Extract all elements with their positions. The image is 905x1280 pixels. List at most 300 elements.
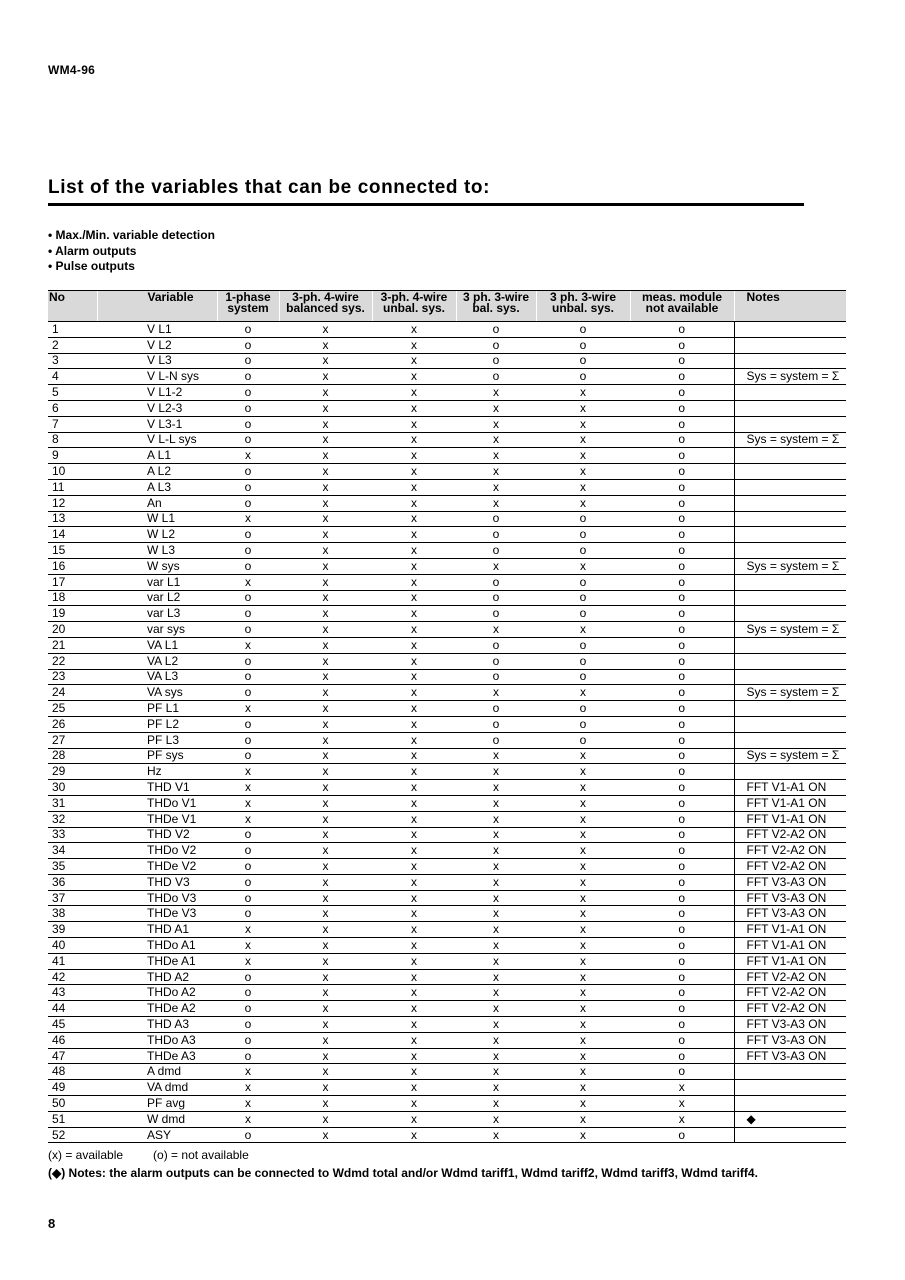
cell-notes bbox=[734, 337, 846, 353]
cell-notes bbox=[734, 1096, 846, 1112]
cell-3ph-3w-bal: x bbox=[456, 685, 536, 701]
cell-1-phase: x bbox=[217, 448, 279, 464]
cell-3ph-4w-bal: x bbox=[279, 1032, 372, 1048]
cell-no: 35 bbox=[48, 859, 97, 875]
cell-notes bbox=[734, 479, 846, 495]
cell-1-phase: o bbox=[217, 322, 279, 338]
cell-notes: FFT V1-A1 ON bbox=[734, 922, 846, 938]
cell-3ph-3w-unbal: x bbox=[536, 938, 630, 954]
cell-1-phase: o bbox=[217, 748, 279, 764]
cell-1-phase: o bbox=[217, 716, 279, 732]
cell-3ph-4w-bal: x bbox=[279, 653, 372, 669]
cell-3ph-3w-unbal: x bbox=[536, 890, 630, 906]
cell-1-phase: x bbox=[217, 764, 279, 780]
cell-3ph-3w-bal: o bbox=[456, 590, 536, 606]
cell-meas-module: o bbox=[630, 495, 734, 511]
cell-1-phase: o bbox=[217, 653, 279, 669]
table-row bbox=[48, 685, 846, 701]
cell-3ph-4w-unbal: x bbox=[372, 1111, 456, 1127]
cell-3ph-3w-unbal: x bbox=[536, 1001, 630, 1017]
cell-meas-module: o bbox=[630, 353, 734, 369]
cell-3ph-4w-unbal: x bbox=[372, 811, 456, 827]
cell-3ph-4w-unbal: x bbox=[372, 322, 456, 338]
cell-notes: FFT V1-A1 ON bbox=[734, 811, 846, 827]
cell-3ph-4w-unbal: x bbox=[372, 1048, 456, 1064]
cell-notes bbox=[734, 653, 846, 669]
cell-1-phase: o bbox=[217, 1048, 279, 1064]
cell-notes: FFT V2-A2 ON bbox=[734, 859, 846, 875]
table-row bbox=[48, 416, 846, 432]
cell-3ph-3w-unbal: x bbox=[536, 748, 630, 764]
cell-no: 4 bbox=[48, 369, 97, 385]
cell-meas-module: o bbox=[630, 716, 734, 732]
cell-variable: var sys bbox=[97, 622, 217, 638]
cell-variable: PF L1 bbox=[97, 701, 217, 717]
cell-1-phase: x bbox=[217, 922, 279, 938]
cell-1-phase: x bbox=[217, 795, 279, 811]
cell-3ph-4w-unbal: x bbox=[372, 890, 456, 906]
table-row bbox=[48, 432, 846, 448]
cell-3ph-3w-bal: x bbox=[456, 859, 536, 875]
cell-no: 16 bbox=[48, 558, 97, 574]
cell-1-phase: o bbox=[217, 1032, 279, 1048]
cell-3ph-4w-unbal: x bbox=[372, 859, 456, 875]
cell-meas-module: o bbox=[630, 748, 734, 764]
footnote: (◆) Notes: the alarm outputs can be connected to Wdmd total and/or Wdmd tariff1, Wdmd tariff2, Wdmd tariff3, Wdmd tariff4. bbox=[48, 1166, 758, 1180]
cell-notes bbox=[734, 669, 846, 685]
table-row bbox=[48, 464, 846, 480]
cell-no: 29 bbox=[48, 764, 97, 780]
cell-3ph-3w-unbal: x bbox=[536, 1096, 630, 1112]
column-header-3ph-4w-bal: 3-ph. 4-wire balanced sys. bbox=[279, 291, 372, 322]
cell-3ph-4w-unbal: x bbox=[372, 590, 456, 606]
cell-3ph-3w-bal: x bbox=[456, 432, 536, 448]
table-row bbox=[48, 1032, 846, 1048]
cell-no: 43 bbox=[48, 985, 97, 1001]
legend-not-available: (o) = not available bbox=[153, 1148, 249, 1162]
cell-variable: V L1 bbox=[97, 322, 217, 338]
cell-1-phase: o bbox=[217, 906, 279, 922]
cell-no: 40 bbox=[48, 938, 97, 954]
cell-notes bbox=[734, 716, 846, 732]
table-row bbox=[48, 843, 846, 859]
cell-3ph-3w-bal: o bbox=[456, 543, 536, 559]
cell-1-phase: o bbox=[217, 558, 279, 574]
cell-3ph-3w-unbal: x bbox=[536, 795, 630, 811]
cell-3ph-4w-bal: x bbox=[279, 890, 372, 906]
cell-3ph-3w-unbal: x bbox=[536, 432, 630, 448]
cell-3ph-4w-bal: x bbox=[279, 464, 372, 480]
document-header: WM4-96 bbox=[48, 63, 96, 77]
cell-3ph-3w-bal: x bbox=[456, 890, 536, 906]
cell-variable: PF sys bbox=[97, 748, 217, 764]
cell-notes bbox=[734, 511, 846, 527]
cell-3ph-3w-bal: x bbox=[456, 448, 536, 464]
cell-no: 51 bbox=[48, 1111, 97, 1127]
cell-meas-module: o bbox=[630, 732, 734, 748]
cell-no: 48 bbox=[48, 1064, 97, 1080]
cell-3ph-4w-bal: x bbox=[279, 1127, 372, 1143]
cell-3ph-4w-bal: x bbox=[279, 969, 372, 985]
cell-3ph-4w-bal: x bbox=[279, 448, 372, 464]
cell-notes: Sys = system = Σ bbox=[734, 685, 846, 701]
cell-3ph-3w-bal: o bbox=[456, 369, 536, 385]
cell-no: 45 bbox=[48, 1017, 97, 1033]
cell-variable: W L2 bbox=[97, 527, 217, 543]
table-row bbox=[48, 448, 846, 464]
cell-3ph-4w-bal: x bbox=[279, 1048, 372, 1064]
cell-variable: ASY bbox=[97, 1127, 217, 1143]
cell-variable: THD V1 bbox=[97, 780, 217, 796]
cell-3ph-3w-bal: x bbox=[456, 495, 536, 511]
cell-1-phase: o bbox=[217, 874, 279, 890]
cell-no: 47 bbox=[48, 1048, 97, 1064]
cell-3ph-3w-unbal: x bbox=[536, 448, 630, 464]
cell-notes: FFT V3-A3 ON bbox=[734, 874, 846, 890]
cell-3ph-3w-bal: x bbox=[456, 953, 536, 969]
cell-1-phase: x bbox=[217, 1080, 279, 1096]
cell-3ph-3w-bal: o bbox=[456, 637, 536, 653]
table-row bbox=[48, 811, 846, 827]
cell-meas-module: o bbox=[630, 1048, 734, 1064]
cell-meas-module: o bbox=[630, 859, 734, 875]
cell-no: 14 bbox=[48, 527, 97, 543]
cell-meas-module: o bbox=[630, 985, 734, 1001]
cell-3ph-4w-unbal: x bbox=[372, 780, 456, 796]
table-header-row bbox=[48, 291, 846, 322]
cell-variable: THD V2 bbox=[97, 827, 217, 843]
table-row bbox=[48, 985, 846, 1001]
cell-3ph-4w-unbal: x bbox=[372, 1001, 456, 1017]
table-row bbox=[48, 479, 846, 495]
cell-meas-module: o bbox=[630, 1017, 734, 1033]
cell-3ph-4w-bal: x bbox=[279, 1001, 372, 1017]
cell-no: 44 bbox=[48, 1001, 97, 1017]
cell-no: 13 bbox=[48, 511, 97, 527]
cell-1-phase: o bbox=[217, 1017, 279, 1033]
cell-notes bbox=[734, 764, 846, 780]
table-row bbox=[48, 527, 846, 543]
table-row bbox=[48, 1111, 846, 1127]
cell-variable: V L1-2 bbox=[97, 385, 217, 401]
cell-notes: FFT V2-A2 ON bbox=[734, 843, 846, 859]
table-row bbox=[48, 653, 846, 669]
table-row bbox=[48, 701, 846, 717]
cell-notes: Sys = system = Σ bbox=[734, 558, 846, 574]
cell-3ph-4w-unbal: x bbox=[372, 843, 456, 859]
cell-no: 10 bbox=[48, 464, 97, 480]
cell-meas-module: o bbox=[630, 938, 734, 954]
cell-notes bbox=[734, 416, 846, 432]
cell-3ph-4w-unbal: x bbox=[372, 495, 456, 511]
cell-variable: THDe V3 bbox=[97, 906, 217, 922]
cell-variable: THDo A1 bbox=[97, 938, 217, 954]
cell-meas-module: o bbox=[630, 780, 734, 796]
cell-3ph-4w-bal: x bbox=[279, 637, 372, 653]
cell-3ph-3w-unbal: o bbox=[536, 353, 630, 369]
cell-meas-module: o bbox=[630, 369, 734, 385]
cell-3ph-3w-unbal: x bbox=[536, 495, 630, 511]
cell-no: 27 bbox=[48, 732, 97, 748]
cell-notes: FFT V1-A1 ON bbox=[734, 780, 846, 796]
cell-notes bbox=[734, 527, 846, 543]
cell-meas-module: x bbox=[630, 1096, 734, 1112]
cell-3ph-3w-unbal: x bbox=[536, 953, 630, 969]
cell-no: 30 bbox=[48, 780, 97, 796]
cell-no: 8 bbox=[48, 432, 97, 448]
cell-meas-module: o bbox=[630, 1127, 734, 1143]
cell-variable: THDe V1 bbox=[97, 811, 217, 827]
table-row bbox=[48, 732, 846, 748]
cell-3ph-4w-bal: x bbox=[279, 369, 372, 385]
cell-3ph-4w-unbal: x bbox=[372, 400, 456, 416]
cell-3ph-3w-unbal: x bbox=[536, 622, 630, 638]
cell-notes bbox=[734, 637, 846, 653]
cell-3ph-3w-bal: x bbox=[456, 1001, 536, 1017]
cell-no: 32 bbox=[48, 811, 97, 827]
column-header-meas-module: meas. module not available bbox=[630, 291, 734, 322]
cell-variable: V L3-1 bbox=[97, 416, 217, 432]
cell-3ph-3w-unbal: o bbox=[536, 701, 630, 717]
cell-1-phase: x bbox=[217, 811, 279, 827]
table-row bbox=[48, 874, 846, 890]
cell-variable: THDo A2 bbox=[97, 985, 217, 1001]
cell-no: 33 bbox=[48, 827, 97, 843]
cell-variable: PF avg bbox=[97, 1096, 217, 1112]
cell-no: 6 bbox=[48, 400, 97, 416]
page-number: 8 bbox=[48, 1216, 56, 1231]
cell-notes bbox=[734, 574, 846, 590]
cell-1-phase: x bbox=[217, 1096, 279, 1112]
cell-meas-module: o bbox=[630, 890, 734, 906]
cell-3ph-4w-bal: x bbox=[279, 322, 372, 338]
cell-3ph-3w-bal: o bbox=[456, 653, 536, 669]
cell-3ph-3w-unbal: o bbox=[536, 669, 630, 685]
cell-3ph-4w-bal: x bbox=[279, 400, 372, 416]
cell-meas-module: o bbox=[630, 558, 734, 574]
cell-meas-module: o bbox=[630, 764, 734, 780]
cell-3ph-3w-bal: o bbox=[456, 527, 536, 543]
cell-meas-module: o bbox=[630, 574, 734, 590]
cell-3ph-4w-bal: x bbox=[279, 938, 372, 954]
cell-variable: PF L2 bbox=[97, 716, 217, 732]
cell-no: 52 bbox=[48, 1127, 97, 1143]
cell-3ph-4w-unbal: x bbox=[372, 764, 456, 780]
cell-3ph-4w-bal: x bbox=[279, 558, 372, 574]
cell-1-phase: x bbox=[217, 1111, 279, 1127]
cell-3ph-4w-unbal: x bbox=[372, 795, 456, 811]
cell-3ph-3w-unbal: x bbox=[536, 985, 630, 1001]
cell-3ph-3w-unbal: x bbox=[536, 1032, 630, 1048]
cell-1-phase: o bbox=[217, 432, 279, 448]
bullet-item: • Pulse outputs bbox=[48, 259, 215, 275]
cell-3ph-4w-unbal: x bbox=[372, 558, 456, 574]
cell-1-phase: o bbox=[217, 685, 279, 701]
cell-1-phase: o bbox=[217, 527, 279, 543]
table-row bbox=[48, 606, 846, 622]
cell-3ph-3w-unbal: x bbox=[536, 906, 630, 922]
cell-1-phase: o bbox=[217, 464, 279, 480]
cell-variable: VA L2 bbox=[97, 653, 217, 669]
cell-1-phase: o bbox=[217, 369, 279, 385]
cell-3ph-4w-bal: x bbox=[279, 701, 372, 717]
cell-3ph-3w-unbal: x bbox=[536, 400, 630, 416]
cell-3ph-4w-unbal: x bbox=[372, 527, 456, 543]
cell-3ph-3w-unbal: o bbox=[536, 322, 630, 338]
cell-3ph-3w-unbal: o bbox=[536, 369, 630, 385]
cell-1-phase: o bbox=[217, 543, 279, 559]
cell-1-phase: o bbox=[217, 732, 279, 748]
cell-no: 21 bbox=[48, 637, 97, 653]
cell-3ph-4w-bal: x bbox=[279, 385, 372, 401]
cell-3ph-3w-bal: x bbox=[456, 874, 536, 890]
cell-no: 34 bbox=[48, 843, 97, 859]
cell-3ph-4w-bal: x bbox=[279, 337, 372, 353]
cell-notes bbox=[734, 1127, 846, 1143]
cell-3ph-3w-bal: x bbox=[456, 1080, 536, 1096]
cell-no: 1 bbox=[48, 322, 97, 338]
cell-no: 46 bbox=[48, 1032, 97, 1048]
cell-meas-module: o bbox=[630, 448, 734, 464]
cell-notes bbox=[734, 1064, 846, 1080]
table-row bbox=[48, 906, 846, 922]
cell-3ph-4w-unbal: x bbox=[372, 464, 456, 480]
table-row bbox=[48, 859, 846, 875]
cell-meas-module: o bbox=[630, 1001, 734, 1017]
cell-3ph-3w-bal: x bbox=[456, 416, 536, 432]
cell-notes: FFT V2-A2 ON bbox=[734, 1001, 846, 1017]
cell-variable: PF L3 bbox=[97, 732, 217, 748]
cell-variable: THDo A3 bbox=[97, 1032, 217, 1048]
cell-1-phase: o bbox=[217, 669, 279, 685]
cell-no: 5 bbox=[48, 385, 97, 401]
cell-1-phase: x bbox=[217, 1064, 279, 1080]
column-header-notes: Notes bbox=[734, 291, 846, 322]
cell-notes: ◆ bbox=[734, 1111, 846, 1127]
cell-variable: W L1 bbox=[97, 511, 217, 527]
table-row bbox=[48, 1017, 846, 1033]
cell-variable: VA L3 bbox=[97, 669, 217, 685]
cell-3ph-4w-bal: x bbox=[279, 527, 372, 543]
cell-notes bbox=[734, 701, 846, 717]
table-row bbox=[48, 780, 846, 796]
cell-notes bbox=[734, 464, 846, 480]
cell-variable: V L-L sys bbox=[97, 432, 217, 448]
cell-no: 36 bbox=[48, 874, 97, 890]
cell-variable: V L2-3 bbox=[97, 400, 217, 416]
cell-meas-module: o bbox=[630, 385, 734, 401]
cell-no: 42 bbox=[48, 969, 97, 985]
cell-3ph-3w-bal: x bbox=[456, 780, 536, 796]
cell-meas-module: o bbox=[630, 701, 734, 717]
cell-1-phase: x bbox=[217, 701, 279, 717]
table-row bbox=[48, 369, 846, 385]
cell-notes bbox=[734, 495, 846, 511]
table-body bbox=[48, 322, 846, 1143]
table-row bbox=[48, 1001, 846, 1017]
cell-meas-module: o bbox=[630, 527, 734, 543]
cell-no: 37 bbox=[48, 890, 97, 906]
cell-1-phase: o bbox=[217, 969, 279, 985]
cell-notes bbox=[734, 543, 846, 559]
table-row bbox=[48, 764, 846, 780]
cell-variable: An bbox=[97, 495, 217, 511]
cell-meas-module: o bbox=[630, 400, 734, 416]
column-header-3ph-3w-bal: 3 ph. 3-wire bal. sys. bbox=[456, 291, 536, 322]
cell-no: 3 bbox=[48, 353, 97, 369]
cell-meas-module: o bbox=[630, 906, 734, 922]
cell-3ph-4w-unbal: x bbox=[372, 432, 456, 448]
cell-1-phase: x bbox=[217, 780, 279, 796]
table-row bbox=[48, 385, 846, 401]
cell-meas-module: o bbox=[630, 953, 734, 969]
cell-3ph-3w-bal: x bbox=[456, 843, 536, 859]
cell-3ph-3w-bal: o bbox=[456, 669, 536, 685]
title-underline bbox=[48, 203, 804, 206]
cell-variable: THD A1 bbox=[97, 922, 217, 938]
cell-3ph-4w-unbal: x bbox=[372, 637, 456, 653]
cell-1-phase: o bbox=[217, 606, 279, 622]
cell-3ph-3w-unbal: x bbox=[536, 874, 630, 890]
cell-3ph-4w-bal: x bbox=[279, 922, 372, 938]
cell-notes: Sys = system = Σ bbox=[734, 748, 846, 764]
cell-3ph-4w-bal: x bbox=[279, 511, 372, 527]
cell-3ph-3w-unbal: x bbox=[536, 1111, 630, 1127]
table-row bbox=[48, 795, 846, 811]
cell-3ph-3w-unbal: o bbox=[536, 590, 630, 606]
cell-no: 7 bbox=[48, 416, 97, 432]
cell-3ph-4w-bal: x bbox=[279, 732, 372, 748]
cell-3ph-3w-bal: x bbox=[456, 1064, 536, 1080]
table-row bbox=[48, 748, 846, 764]
cell-no: 19 bbox=[48, 606, 97, 622]
table-row bbox=[48, 827, 846, 843]
cell-3ph-4w-unbal: x bbox=[372, 953, 456, 969]
cell-3ph-3w-bal: x bbox=[456, 464, 536, 480]
legend bbox=[48, 1148, 249, 1162]
cell-notes: FFT V2-A2 ON bbox=[734, 985, 846, 1001]
cell-variable: THDo V1 bbox=[97, 795, 217, 811]
cell-meas-module: o bbox=[630, 811, 734, 827]
bullet-list bbox=[48, 228, 215, 275]
cell-1-phase: o bbox=[217, 353, 279, 369]
cell-variable: THDe A1 bbox=[97, 953, 217, 969]
bullet-item: • Max./Min. variable detection bbox=[48, 228, 215, 244]
cell-3ph-4w-bal: x bbox=[279, 716, 372, 732]
cell-3ph-3w-bal: o bbox=[456, 322, 536, 338]
cell-3ph-4w-unbal: x bbox=[372, 1032, 456, 1048]
cell-variable: VA sys bbox=[97, 685, 217, 701]
cell-1-phase: x bbox=[217, 938, 279, 954]
cell-no: 38 bbox=[48, 906, 97, 922]
cell-notes: FFT V2-A2 ON bbox=[734, 827, 846, 843]
cell-3ph-3w-unbal: o bbox=[536, 716, 630, 732]
table-row bbox=[48, 969, 846, 985]
cell-3ph-3w-bal: x bbox=[456, 622, 536, 638]
cell-notes bbox=[734, 400, 846, 416]
cell-3ph-3w-bal: x bbox=[456, 1048, 536, 1064]
cell-3ph-4w-bal: x bbox=[279, 543, 372, 559]
table-row bbox=[48, 953, 846, 969]
cell-3ph-3w-unbal: o bbox=[536, 337, 630, 353]
cell-3ph-3w-unbal: x bbox=[536, 1064, 630, 1080]
cell-notes bbox=[734, 322, 846, 338]
cell-3ph-4w-unbal: x bbox=[372, 716, 456, 732]
cell-no: 17 bbox=[48, 574, 97, 590]
cell-notes: Sys = system = Σ bbox=[734, 432, 846, 448]
cell-3ph-4w-bal: x bbox=[279, 669, 372, 685]
cell-no: 39 bbox=[48, 922, 97, 938]
